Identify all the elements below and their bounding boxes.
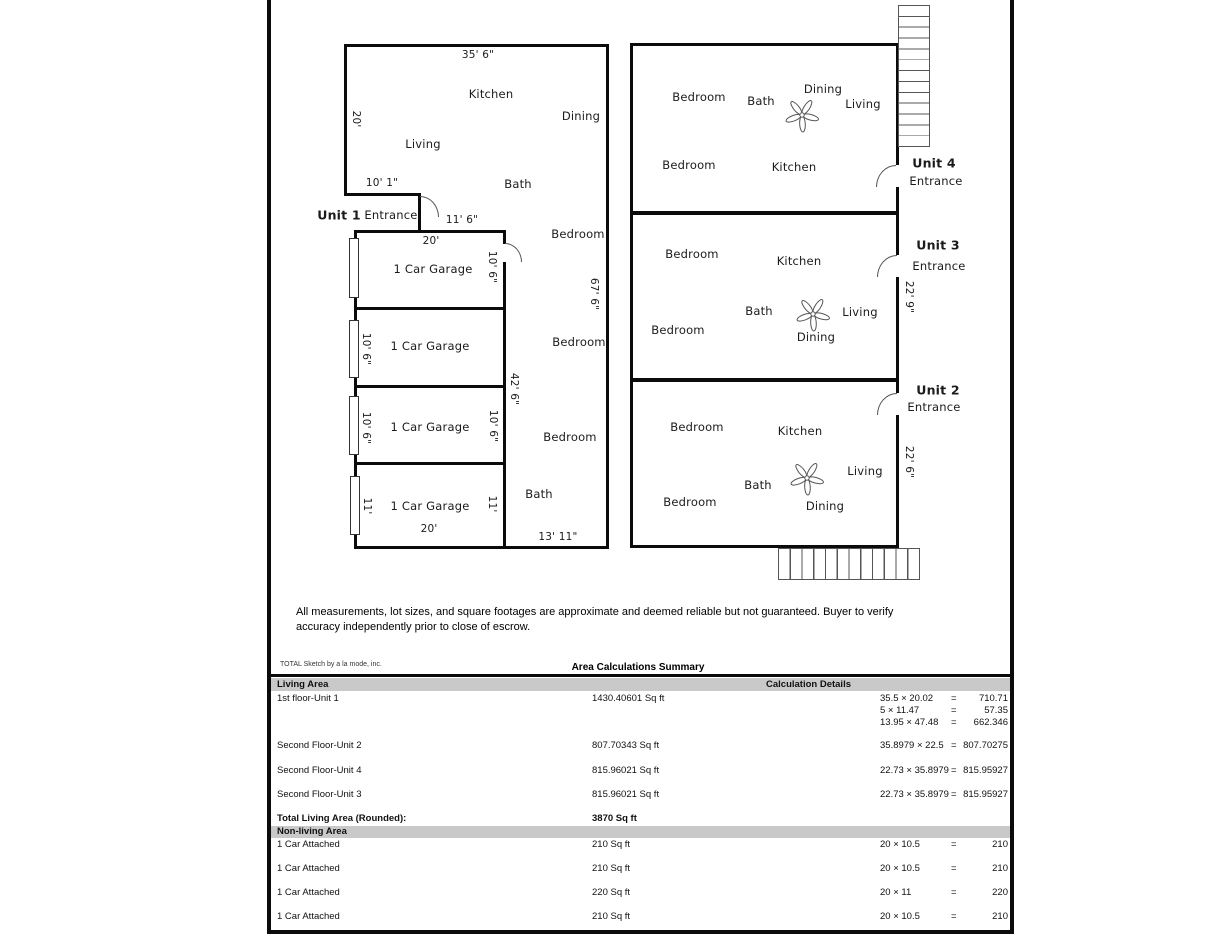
room-label: Dining [561,109,601,123]
dim-label: 10' 6" [360,332,372,366]
room-label: Kitchen [777,424,823,438]
disclaimer-line2: accuracy independently prior to close of escrow. [296,621,531,633]
calc-result: 815.95927 [963,789,1008,800]
table-row-name: Second Floor-Unit 3 [277,789,362,800]
room-label: 1 Car Garage [390,420,470,434]
garage-door [349,320,359,378]
equals-sign: = [951,887,957,898]
calc-result: 210 [992,839,1008,850]
room-label: Dining [796,330,836,344]
door-swing [876,165,896,187]
unit-label: Unit 3 [916,237,960,253]
table-row-area: 210 Sq ft [592,911,631,922]
equals-sign: = [951,911,957,922]
room-label: Bath [745,304,773,318]
calc-result: 220 [992,887,1008,898]
calc-expr: 22.73 × 35.8979 [880,789,949,800]
garage-door [349,238,359,298]
table-row-area: 1430.40601 Sq ft [592,693,665,704]
table-row-area: 815.96021 Sq ft [592,789,660,800]
entrance-label: Entrance [909,174,963,188]
total-area: 3870 Sq ft [592,813,637,824]
calc-result: 210 [992,911,1008,922]
living-area-band [271,678,1010,691]
wall [354,462,506,465]
equals-sign: = [951,705,957,716]
equals-sign: = [951,789,957,800]
wall [630,43,899,46]
dim-label: 67' 6" [588,277,600,311]
table-row-area: 210 Sq ft [592,863,631,874]
unit-label: Unit 1 [317,207,361,223]
entrance-label: Entrance [907,400,961,414]
dim-label: 20' [350,110,362,128]
room-label: Kitchen [776,254,822,268]
room-label: Bedroom [665,247,719,261]
unit-label: Unit 2 [916,382,960,398]
calc-expr: 20 × 10.5 [880,863,920,874]
wall [354,230,506,233]
dim-label: 10' 6" [487,409,499,443]
page-border-right [1010,0,1014,934]
unit-label: Unit 4 [912,155,956,171]
room-label: Kitchen [468,87,514,101]
wall [354,307,506,310]
equals-sign: = [951,693,957,704]
door-swing [420,196,439,217]
room-label: Bedroom [551,227,605,241]
entrance-label: Entrance [912,259,966,273]
door-swing [877,255,897,277]
table-row-name: 1 Car Attached [277,839,340,850]
dim-label: 10' 6" [360,411,372,445]
dim-label: 35' 6" [461,49,495,61]
room-label: Bedroom [672,90,726,104]
disclaimer-line1: All measurements, lot sizes, and square footages are approximate and deemed reliable but not guaranteed. Buyer to verify [296,606,894,618]
calc-result: 807.70275 [963,740,1008,751]
calc-expr: 20 × 10.5 [880,839,920,850]
table-row-name: Second Floor-Unit 2 [277,740,362,751]
dim-label: 20' [422,235,440,247]
calc-result: 815.95927 [963,765,1008,776]
room-label: Bath [525,487,553,501]
wall [606,44,609,549]
table-row-name: 1 Car Attached [277,911,340,922]
column-header: Non-living Area [277,826,347,837]
room-label: Bedroom [552,335,606,349]
calc-expr: 22.73 × 35.8979 [880,765,949,776]
table-row-area: 210 Sq ft [592,839,631,850]
dim-label: 11' [361,497,373,515]
room-label: Dining [805,499,845,513]
divider-line [271,674,1010,677]
dim-label: 13' 11" [538,531,578,543]
equals-sign: = [951,863,957,874]
summary-title: Area Calculations Summary [571,662,705,673]
dim-label: 20' [420,523,438,535]
wall [344,44,347,196]
equals-sign: = [951,740,957,751]
entrance-label: Entrance [364,208,418,222]
room-label: 1 Car Garage [390,339,470,353]
room-label: Living [842,305,878,319]
room-label: Bedroom [663,495,717,509]
room-label: Living [845,97,881,111]
door-swing [505,243,522,262]
equals-sign: = [951,839,957,850]
page-border-left [267,0,271,934]
page-border-bottom [267,930,1014,934]
ceiling-fan-icon [784,97,820,133]
wall [630,43,633,548]
staircase-icon [778,548,920,580]
calc-expr: 35.8979 × 22.5 [880,740,944,751]
column-header: Calculation Details [766,679,851,690]
wall [344,193,421,196]
dim-label: 11' 6" [445,214,479,226]
room-label: 1 Car Garage [390,499,470,513]
room-label: Bath [747,94,775,108]
table-row-area: 220 Sq ft [592,887,631,898]
garage-door [349,396,359,455]
ceiling-fan-icon [795,296,831,332]
room-label: Bedroom [662,158,716,172]
dim-label: 22' 9" [903,280,915,314]
garage-door [350,476,360,535]
dim-label: 42' 6" [508,372,520,406]
room-label: Living [405,137,441,151]
table-row-name: 1st floor-Unit 1 [277,693,339,704]
staircase-icon [898,5,930,147]
wall [503,230,506,549]
room-label: Dining [803,82,843,96]
calc-expr: 13.95 × 47.48 [880,717,939,728]
calc-result: 710.71 [978,693,1008,704]
wall [354,385,506,388]
equals-sign: = [951,765,957,776]
calc-expr: 20 × 10.5 [880,911,920,922]
room-label: Bedroom [670,420,724,434]
ceiling-fan-icon [789,460,825,496]
table-row-area: 815.96021 Sq ft [592,765,660,776]
table-row-area: 807.70343 Sq ft [592,740,660,751]
room-label: Living [847,464,883,478]
calc-expr: 20 × 11 [880,887,912,898]
door-swing [877,393,897,415]
dim-label: 11' [486,495,498,513]
footer-brand: TOTAL Sketch by a la mode, inc. [280,661,382,668]
calc-expr: 35.5 × 20.02 [880,693,934,704]
room-label: Bath [504,177,532,191]
room-label: Kitchen [771,160,817,174]
calc-result: 210 [992,863,1008,874]
wall [630,211,899,215]
nonliving-area-band [271,826,1010,838]
equals-sign: = [951,717,957,728]
table-row-name: Second Floor-Unit 4 [277,765,362,776]
column-header: Living Area [277,679,329,690]
room-label: Bedroom [543,430,597,444]
room-label: Bedroom [651,323,705,337]
room-label: Bath [744,478,772,492]
wall [354,546,609,549]
table-row-name: 1 Car Attached [277,887,340,898]
door-opening [896,165,899,187]
wall [630,378,899,382]
total-label: Total Living Area (Rounded): [277,813,407,824]
table-row-name: 1 Car Attached [277,863,340,874]
room-label: 1 Car Garage [393,262,473,276]
dim-label: 22' 6" [903,445,915,479]
calc-result: 57.35 [984,705,1008,716]
dim-label: 10' 1" [365,177,399,189]
calc-expr: 5 × 11.47 [880,705,920,716]
calc-result: 662.346 [973,717,1008,728]
wall [344,44,609,47]
dim-label: 10' 6" [486,250,498,284]
